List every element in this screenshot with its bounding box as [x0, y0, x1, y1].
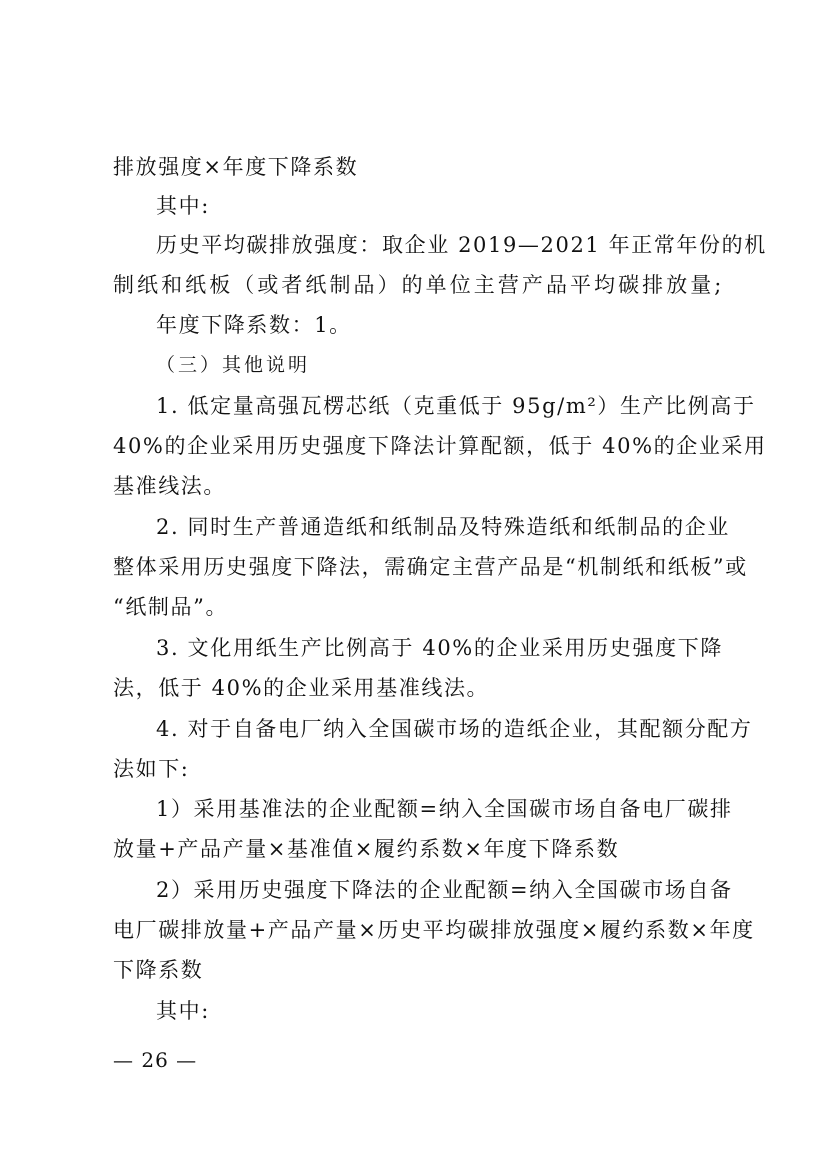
text-line: 4. 对于自备电厂纳入全国碳市场的造纸企业，其配额分配方	[156, 717, 753, 741]
text-line: 年度下降系数：1。	[156, 313, 352, 337]
text-line: 基准线法。	[113, 474, 226, 498]
text-line: 法，低于 40%的企业采用基准线法。	[113, 676, 490, 700]
text-line: 电厂碳排放量+产品产量×历史平均碳排放强度×履约系数×年度	[113, 918, 755, 942]
text-line: 放量+产品产量×基准值×履约系数×年度下降系数	[113, 837, 620, 861]
text-line: 排放强度×年度下降系数	[113, 155, 359, 179]
text-line: 3. 文化用纸生产比例高于 40%的企业采用历史强度下降	[156, 636, 723, 660]
text-line: 40%的企业采用历史强度下降法计算配额，低于 40%的企业采用	[113, 434, 767, 458]
text-line: 其中:	[156, 194, 210, 218]
text-line: 下降系数	[113, 958, 204, 982]
text-line: 法如下:	[113, 757, 190, 781]
section-heading: （三）其他说明	[156, 354, 311, 376]
text-line: 整体采用历史强度下降法，需确定主营产品是“机制纸和纸板”或	[113, 555, 748, 579]
text-line: 制纸和纸板（或者纸制品）的单位主营产品平均碳排放量;	[113, 273, 723, 297]
text-line: 其中:	[156, 999, 210, 1023]
text-line: 1）采用基准法的企业配额=纳入全国碳市场自备电厂碳排	[156, 797, 733, 821]
text-line: 2. 同时生产普通造纸和纸制品及特殊造纸和纸制品的企业	[156, 515, 730, 539]
text-line: 2）采用历史强度下降法的企业配额=纳入全国碳市场自备	[156, 878, 733, 902]
text-line: 1. 低定量高强瓦楞芯纸（克重低于 95g/m²）生产比例高于	[156, 394, 756, 418]
text-line: “纸制品”。	[113, 595, 229, 619]
text-line: 历史平均碳排放强度：取企业 2019—2021 年正常年份的机	[156, 233, 767, 257]
page-number: — 26 —	[113, 1048, 198, 1072]
